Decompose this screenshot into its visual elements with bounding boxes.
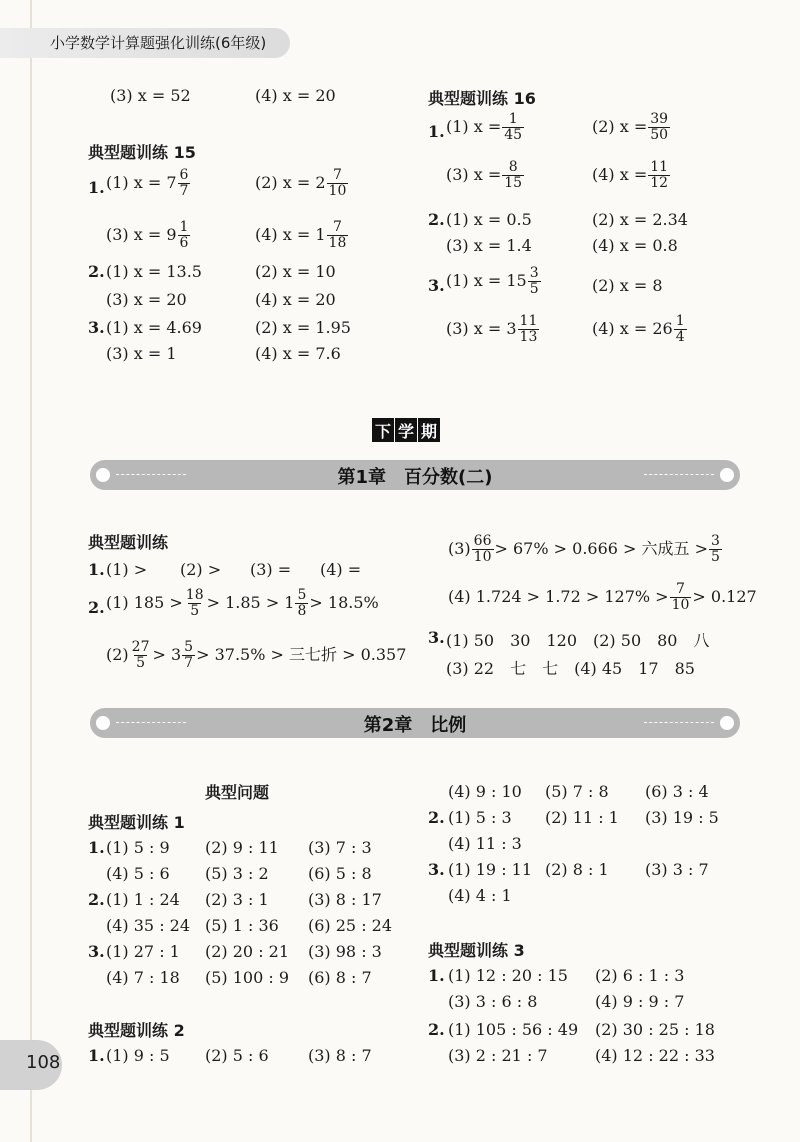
answer: (2) 20 : 21: [205, 942, 290, 961]
question-number: 3.: [428, 276, 445, 295]
answer: (2) $\frac{27}{5}$ > 3 $\frac{5}{7}$ > 37.5% > 三七折 > 0.357: [106, 639, 407, 671]
answer: (4) 11 : 3: [448, 834, 522, 853]
answer: (4) 12 : 22 : 33: [595, 1046, 715, 1065]
answer: (2) 30 : 25 : 18: [595, 1020, 715, 1039]
answer: (4) x = 26 $\frac{1}{4}$: [592, 313, 685, 345]
question-number: 2.: [88, 890, 105, 909]
question-number: 1.: [88, 838, 105, 857]
answer: (1) x = $\frac{1}{45}$: [446, 111, 523, 143]
answer: (2) x = 8: [592, 276, 663, 295]
question-number: 1.: [428, 966, 445, 985]
answer: (5) 1 : 36: [205, 916, 279, 935]
chapter-title: 第2章 比例: [363, 715, 467, 736]
answer: (1) >: [106, 560, 148, 579]
answer: (1) 1 : 24: [106, 890, 180, 909]
answer: (1) 19 : 11: [448, 860, 533, 879]
answer: (6) 3 : 4: [645, 782, 709, 801]
answer: (4) 9 : 9 : 7: [595, 992, 685, 1011]
answer: (2) x = 2 $\frac{7}{10}$: [255, 167, 347, 199]
answer: (3) 19 : 5: [645, 808, 719, 827]
answer: (4) x = 20: [255, 290, 336, 309]
question-number: 2.: [428, 808, 445, 827]
question-number: 3.: [428, 628, 445, 647]
answer: (4) 9 : 10: [448, 782, 522, 801]
semester-char: 学: [395, 418, 417, 442]
answer: (4) x = $\frac{11}{12}$: [592, 159, 669, 191]
answer: (5) 3 : 2: [205, 864, 269, 883]
answer: (5) 7 : 8: [545, 782, 609, 801]
answer: (2) >: [180, 560, 222, 579]
answer: (1) 185 > $\frac{18}{5}$ > 1.85 > 1 $\frac{5}{8}$ > 18.5%: [106, 587, 379, 619]
answer: (3) x = 20: [106, 290, 187, 309]
subsection-title: 典型问题: [205, 783, 270, 802]
question-number: 3.: [88, 942, 105, 961]
answer: (1) 12 : 20 : 15: [448, 966, 568, 985]
answer: (4) x = 7.6: [255, 344, 341, 363]
question-number: 3.: [88, 318, 105, 337]
question-number: 2.: [428, 210, 445, 229]
answer: (3) x = $\frac{8}{15}$: [446, 159, 523, 191]
page-edge: [30, 0, 32, 1142]
answer: (3) $\frac{66}{10}$ > 67% > 0.666 > 六成五 > $\frac{3}{5}$: [448, 533, 720, 565]
section-heading: 典型题训练: [88, 533, 169, 552]
section-heading: 典型题训练 15: [88, 143, 196, 162]
section-heading: 典型题训练 16: [428, 89, 536, 108]
answer: (4) 7 : 18: [106, 968, 180, 987]
answer: (3) 8 : 7: [308, 1046, 372, 1065]
answer: (1) x = 7 $\frac{6}{7}$: [106, 167, 189, 199]
chapter-banner: [90, 460, 740, 490]
semester-char: 期: [418, 418, 440, 442]
answer: (2) 6 : 1 : 3: [595, 966, 685, 985]
semester-char: 下: [372, 418, 394, 442]
page-number: 108: [26, 1052, 61, 1073]
answer: (4) =: [320, 560, 362, 579]
answer: (4) x = 1 $\frac{7}{18}$: [255, 219, 347, 251]
answer: (4) 1.724 > 1.72 > 127% > $\frac{7}{10}$ > 0.127: [448, 581, 757, 613]
answer: (1) 27 : 1: [106, 942, 180, 961]
answer: (3) x = 1: [106, 344, 177, 363]
answer: (2) 9 : 11: [205, 838, 279, 857]
answer: (1) x = 13.5: [106, 262, 202, 281]
answer: (1) x = 4.69: [106, 318, 202, 337]
answer: (3) x = 52: [110, 86, 191, 105]
answer: (2) x = 10: [255, 262, 336, 281]
answer: (4) x = 0.8: [592, 236, 678, 255]
answer: (6) 25 : 24: [308, 916, 393, 935]
answer: (6) 5 : 8: [308, 864, 372, 883]
question-number: 3.: [428, 860, 445, 879]
answer: (1) x = 15 $\frac{3}{5}$: [446, 265, 539, 297]
question-number: 1.: [428, 122, 445, 141]
answer: (4) 4 : 1: [448, 886, 512, 905]
answer: (1) 9 : 5: [106, 1046, 170, 1065]
question-number: 2.: [88, 262, 105, 281]
answer: (2) x = $\frac{39}{50}$: [592, 111, 669, 143]
answer: (3) 3 : 7: [645, 860, 709, 879]
answer: (5) 100 : 9: [205, 968, 290, 987]
section-heading: 典型题训练 1: [88, 813, 185, 832]
chapter-title: 第1章 百分数(二): [337, 467, 493, 488]
answer: (6) 8 : 7: [308, 968, 372, 987]
book-title: 小学数学计算题强化训练(6年级): [50, 34, 267, 52]
answer: (4) x = 20: [255, 86, 336, 105]
answer: (2) 8 : 1: [545, 860, 609, 879]
chapter-banner: [90, 708, 740, 738]
answer: (1) 105 : 56 : 49: [448, 1020, 579, 1039]
section-heading: 典型题训练 2: [88, 1021, 185, 1040]
answer: (4) 5 : 6: [106, 864, 170, 883]
answer: (4) 35 : 24: [106, 916, 191, 935]
question-number: 1.: [88, 560, 105, 579]
question-number: 2.: [428, 1020, 445, 1039]
answer: (3) 98 : 3: [308, 942, 382, 961]
section-heading: 典型题训练 3: [428, 941, 525, 960]
answer: (3) 2 : 21 : 7: [448, 1046, 548, 1065]
answer: (3) x = 3 $\frac{11}{13}$: [446, 313, 538, 345]
question-number: 2.: [88, 598, 105, 617]
answer: (2) x = 1.95: [255, 318, 351, 337]
answer: (1) 5 : 9: [106, 838, 170, 857]
answer: (2) 3 : 1: [205, 890, 269, 909]
answer: (1) 5 : 3: [448, 808, 512, 827]
answer: (3) x = 1.4: [446, 236, 532, 255]
answer: (1) x = 0.5: [446, 210, 532, 229]
answer: (2) 5 : 6: [205, 1046, 269, 1065]
semester-label: [372, 418, 440, 442]
answer: (2) x = 2.34: [592, 210, 688, 229]
answer: (3) =: [250, 560, 292, 579]
answer: (3) 22 七 七 (4) 45 17 85: [446, 659, 695, 678]
answer: (1) 50 30 120 (2) 50 80 八: [446, 631, 710, 650]
answer: (3) 8 : 17: [308, 890, 382, 909]
answer: (3) 7 : 3: [308, 838, 372, 857]
question-number: 1.: [88, 1046, 105, 1065]
answer: (3) 3 : 6 : 8: [448, 992, 538, 1011]
answer: (2) 11 : 1: [545, 808, 619, 827]
question-number: 1.: [88, 178, 105, 197]
answer: (3) x = 9 $\frac{1}{6}$: [106, 219, 189, 251]
